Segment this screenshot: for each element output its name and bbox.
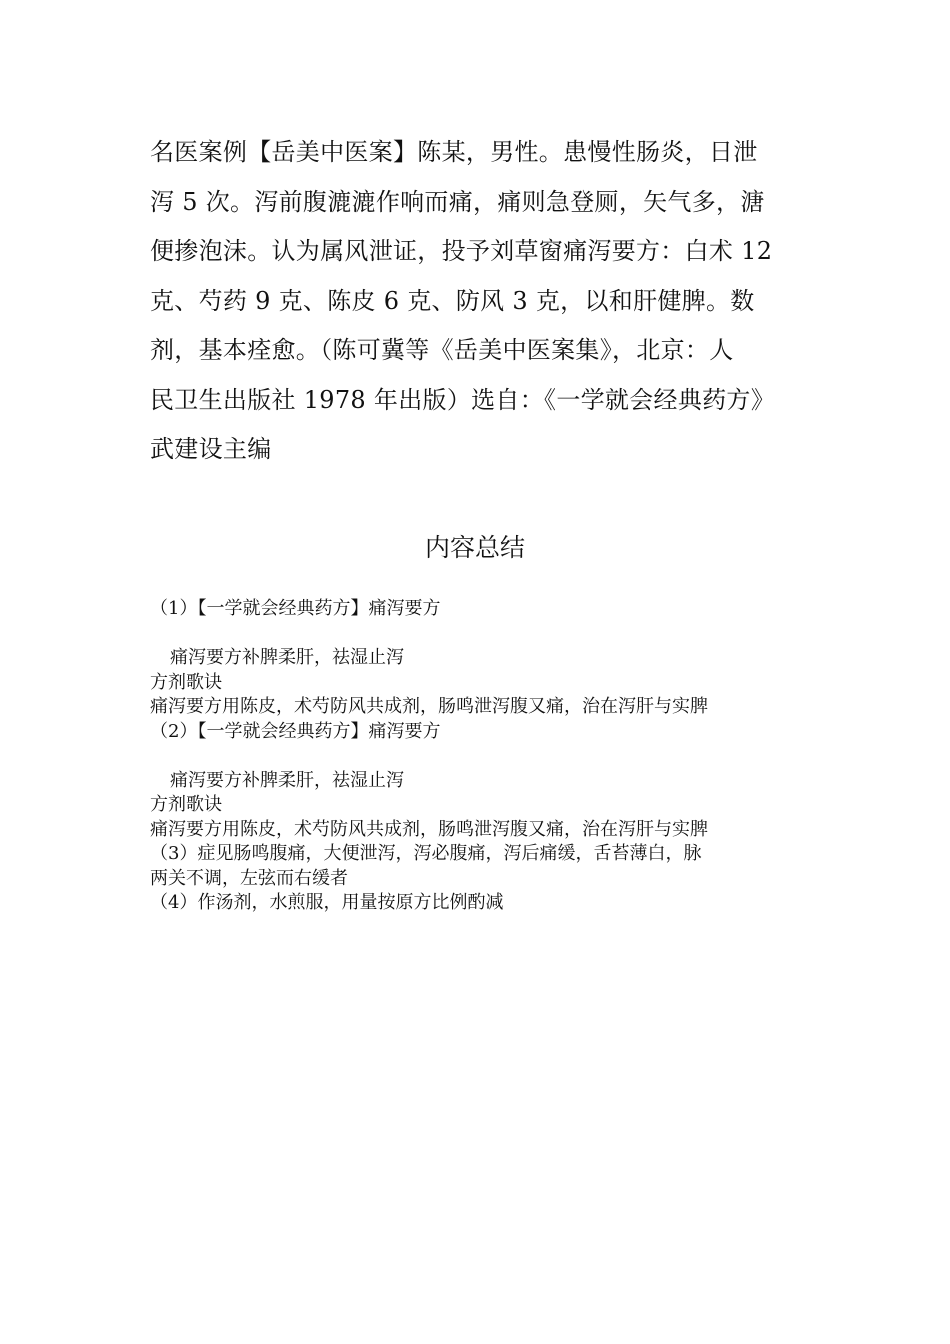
summary-item-1-rhyme-label: 方剂歌诀: [150, 671, 222, 693]
summary-item-2-rhyme: 痛泻要方用陈皮，术芍防风共成剂，肠鸣泄泻腹又痛，治在泻肝与实脾: [150, 818, 708, 840]
summary-item-1-rhyme: 痛泻要方用陈皮，术芍防风共成剂，肠鸣泄泻腹又痛，治在泻肝与实脾: [150, 696, 708, 717]
case-line: 武建设主编: [150, 435, 272, 463]
summary-item-4: （4）作汤剂，水煎服，用量按原方比例酌减: [150, 892, 504, 913]
summary-item-2-heading: （2）【一学就会经典药方】痛泻要方: [150, 720, 441, 742]
blank-line: [150, 622, 810, 647]
summary-item-2-rhyme-label: 方剂歌诀: [150, 794, 222, 815]
case-line: 便掺泡沫。认为属风泄证，投予刘草窗痛泻要方：白术 12: [150, 237, 773, 265]
case-study-paragraph: [150, 128, 800, 475]
case-line: 泻 5 次。泻前腹漉漉作响而痛，痛则急登厕，矢气多，溏: [150, 187, 765, 216]
summary-item-1-effect: 痛泻要方补脾柔肝，祛湿止泻: [170, 647, 404, 668]
case-line: 民卫生出版社 1978 年出版）选自：《一学就会经典药方》: [150, 385, 776, 414]
summary-item-2-effect: 痛泻要方补脾柔肝，祛湿止泻: [170, 769, 404, 791]
summary-title: 内容总结: [424, 533, 525, 562]
case-line: 名医案例【岳美中医案】陈某，男性。患慢性肠炎，日泄: [150, 138, 758, 166]
summary-item-1-heading: （1）【一学就会经典药方】痛泻要方: [150, 598, 441, 619]
case-line: 剂，基本痊愈。（陈可冀等《岳美中医案集》，北京：人: [150, 336, 734, 364]
summary-body: [150, 597, 810, 916]
case-line: 克、芍药 9 克、陈皮 6 克、防风 3 克，以和肝健脾。数: [150, 286, 755, 315]
summary-item-3-line-1: （3）症见肠鸣腹痛，大便泄泻，泻必腹痛，泻后痛缓，舌苔薄白，脉: [150, 843, 702, 864]
blank-line: [150, 744, 810, 769]
summary-item-3-line-2: 两关不调，左弦而右缓者: [150, 867, 348, 889]
